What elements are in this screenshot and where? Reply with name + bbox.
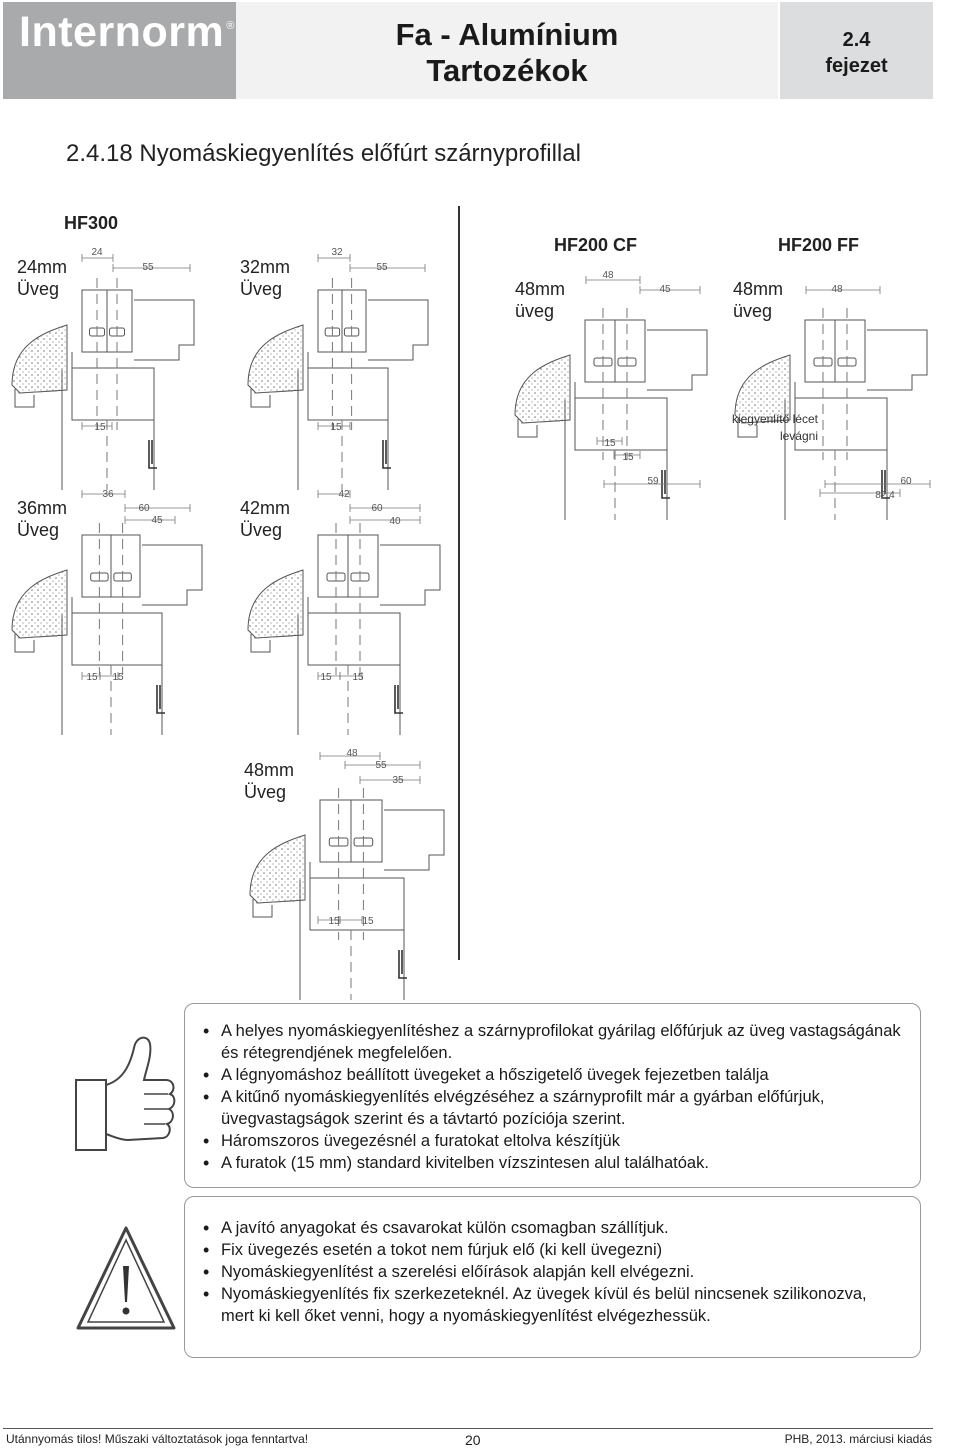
chapter-number: 2.4: [842, 29, 871, 51]
glass-word: üveg: [515, 301, 555, 321]
dimension-value: 55: [376, 262, 388, 273]
dimension-value: 48: [831, 284, 843, 295]
registered-mark: ®: [226, 20, 235, 32]
warning-item: • Fix üvegezés esetén a tokot nem fúrjuk elő (ki kell üvegezni): [203, 1239, 903, 1261]
dimension-value: 55: [375, 760, 387, 771]
note-line-1: kiegyenlítő lécet: [731, 412, 818, 426]
glass-label-32: [240, 256, 290, 300]
glass-word: üveg: [733, 301, 773, 321]
glass-word: Üveg: [244, 782, 287, 802]
dimension-value: 15: [94, 422, 106, 433]
dimension-value: 32: [331, 247, 343, 258]
glass-thickness: 32mm: [240, 257, 291, 277]
glass-word: Üveg: [17, 279, 60, 299]
glass-label-36: [17, 497, 67, 541]
glass-label-48-cf: [515, 278, 565, 322]
dimension-value: 15: [622, 452, 634, 463]
glass-thickness: 48mm: [515, 279, 566, 299]
dimension-value: 45: [151, 515, 163, 526]
tip-item: • Háromszoros üvegezésnél a furatokat eltolva készítjük: [203, 1130, 903, 1152]
glass-thickness: 36mm: [17, 498, 68, 518]
thumbs-up-icon: [68, 1030, 178, 1160]
glass-label-48: [244, 759, 294, 803]
glass-label-42: [240, 497, 290, 541]
chapter-word: fejezet: [825, 55, 888, 77]
dimension-value: 55: [142, 262, 154, 273]
tip-item: • A helyes nyomáskiegyenlítéshez a szárnyprofilokat gyárilag előfúrjuk az üveg vastagságának és rétegrendjének megfelelően.: [203, 1020, 903, 1064]
glass-word: Üveg: [240, 279, 283, 299]
dimension-value: 48: [602, 270, 614, 281]
dimension-value: 15: [352, 672, 364, 683]
label-hf200ff: HF200 FF: [778, 235, 860, 255]
dimension-value: 48: [346, 748, 358, 759]
glass-thickness: 48mm: [733, 279, 784, 299]
dimension-value: 35: [392, 775, 404, 786]
glass-thickness: 42mm: [240, 498, 291, 518]
glass-label-48-ff: [733, 278, 783, 322]
footer-copyright: Utánnyomás tilos! Műszaki változtatások joga fenntartva!: [6, 1432, 309, 1446]
note-line-2: levágni: [779, 429, 818, 443]
dimension-value: 15: [320, 672, 332, 683]
section-title: 2.4.18 Nyomáskiegyenlítés előfúrt szárnyprofillal: [66, 140, 581, 167]
glass-thickness: 24mm: [17, 257, 68, 277]
tips-list: [203, 1020, 903, 1174]
tip-item: • A kitűnő nyomáskiegyenlítés elvégzéséhez a szárnyprofilt már a gyárban előfúrjuk, üvegvastagságok szerint és a távtartó pozíciója szerint.: [203, 1086, 903, 1130]
dimension-value: 42: [338, 489, 350, 500]
dimension-value: 15: [362, 916, 374, 927]
dimension-value: 15: [328, 916, 340, 927]
glass-word: Üveg: [240, 520, 283, 540]
title-line-1: Fa - Alumínium: [395, 17, 619, 52]
dimension-value: 45: [659, 284, 671, 295]
dimension-value: 15: [330, 422, 342, 433]
glass-thickness: 48mm: [244, 760, 295, 780]
tip-item: • A légnyomáshoz beállított üvegeket a hőszigetelő üvegek fejezetben találja: [203, 1064, 903, 1086]
brand-name: Internorm: [19, 8, 225, 56]
warning-item: • A javító anyagokat és csavarokat külön csomagban szállítjuk.: [203, 1217, 903, 1239]
page-number: 20: [465, 1432, 481, 1448]
glass-label-24: [17, 256, 67, 300]
dimension-value: 82.4: [875, 490, 895, 501]
cut-strip-note: [700, 411, 818, 445]
warning-list: [203, 1217, 903, 1327]
dimension-value: 40: [389, 516, 401, 527]
footer-divider: [3, 1428, 933, 1429]
dimension-value: 15: [112, 672, 124, 683]
dimension-value: 60: [371, 503, 383, 514]
title-line-2: Tartozékok: [426, 53, 588, 88]
footer-edition: PHB, 2013. márciusi kiadás: [784, 1432, 932, 1446]
warning-item: • Nyomáskiegyenlítést a szerelési előírások alapján kell elvégezni.: [203, 1261, 903, 1283]
dimension-value: 36: [102, 489, 114, 500]
label-hf200cf: HF200 CF: [554, 235, 638, 255]
label-hf300: HF300: [64, 213, 119, 233]
dimension-value: 24: [91, 247, 103, 258]
dimension-value: 60: [900, 476, 912, 487]
warning-item: • Nyomáskiegyenlítés fix szerkezeteknél. Az üvegek kívül és belül nincsenek szilikonozva, mert ki kell őket venni, hogy a nyomáskiegyenlítést elvégezhessük.: [203, 1283, 903, 1327]
glass-word: Üveg: [17, 520, 60, 540]
dimension-value: 59: [647, 476, 659, 487]
dimension-value: 15: [604, 438, 616, 449]
warning-triangle-icon: [76, 1224, 186, 1344]
dimension-value: 60: [138, 503, 150, 514]
tip-item: • A furatok (15 mm) standard kivitelben vízszintesen alul találhatóak.: [203, 1152, 903, 1174]
dimension-value: 15: [86, 672, 98, 683]
